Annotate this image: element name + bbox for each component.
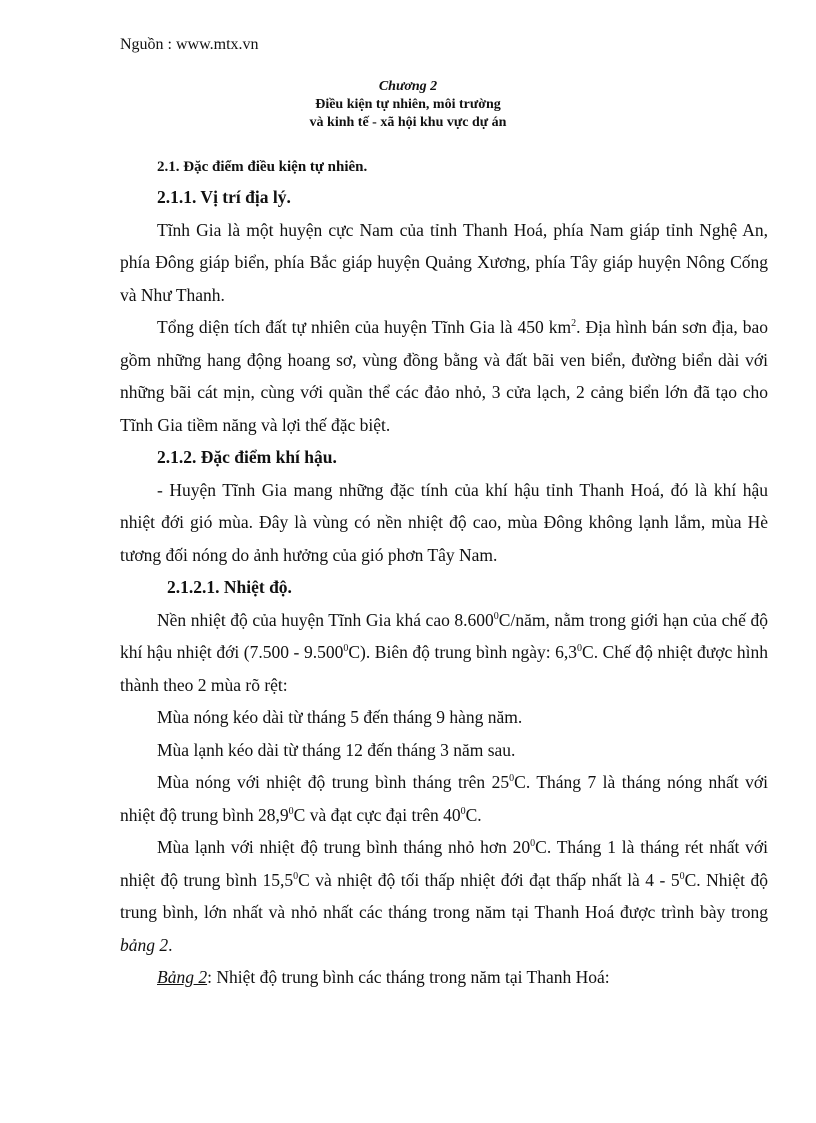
table-caption-label: Bảng 2: [157, 967, 208, 987]
chapter-heading: [0, 78, 816, 132]
paragraph-temperature: Nền nhiệt độ của huyện Tĩnh Gia khá cao 8.600$^0$C/năm, nằm trong giới hạn của chế độ khí hậu nhiệt đới (7.500 - 9.500$^0$C). Biên độ trung bình ngày: $6,3^0C$. Chế độ nhiệt được hình thành theo 2 mùa rõ rệt:: [120, 609, 768, 695]
table-caption: Bảng 2: Nhiệt độ trung bình các tháng trong năm tại Thanh Hoá:: [157, 967, 610, 987]
paragraph-hot-detail: Mùa nóng với nhiệt độ trung bình tháng trên $25^0C$. Tháng 7 là tháng nóng nhất với nhiệt độ trung bình 28,9$^0$C và đạt cực đại trên $40^0C$.: [120, 772, 768, 825]
document-body: [120, 153, 768, 994]
table-reference: bảng 2: [120, 934, 169, 955]
section-heading-2-1: 2.1. Đặc điểm điều kiện tự nhiên.: [157, 159, 368, 175]
paragraph-cold-detail: Mùa lạnh với nhiệt độ trung bình tháng nhỏ hơn $20^0C$. Tháng 1 là tháng rét nhất với nhiệt độ trung bình 15,5$^0$C và nhiệt độ tối thấp nhiệt đới đạt thấp nhất là $4 - 5^0C$. Nhiệt độ trung bình, lớn nhất và nhỏ nhất các tháng trong năm tại Thanh Hoá được trình bày trong bảng 2.: [120, 837, 769, 955]
chapter-number: Chương 2: [378, 79, 438, 94]
paragraph-climate: - Huyện Tĩnh Gia mang những đặc tính của khí hậu tỉnh Thanh Hoá, đó là khí hậu nhiệt đới gió mùa. Đây là vùng có nền nhiệt độ cao, mùa Đông không lạnh lắm, mùa Hè tương đối nóng do ảnh hưởng của gió phơn Tây Nam.: [120, 479, 768, 565]
section-heading-2-1-2-1: 2.1.2.1. Nhiệt độ.: [167, 577, 292, 597]
chapter-title-line-1: Điều kiện tự nhiên, môi trường: [315, 97, 501, 112]
section-heading-2-1-1: 2.1.1. Vị trí địa lý.: [157, 187, 291, 207]
paragraph-hot-season: Mùa nóng kéo dài từ tháng 5 đến tháng 9 hàng năm.: [157, 707, 523, 727]
source-line: Nguồn : www.mtx.vn: [120, 36, 259, 53]
chapter-title-line-2: và kinh tế - xã hội khu vực dự án: [309, 115, 507, 130]
section-heading-2-1-2: 2.1.2. Đặc điểm khí hậu.: [157, 447, 337, 467]
paragraph-location: Tĩnh Gia là một huyện cực Nam của tỉnh Thanh Hoá, phía Nam giáp tỉnh Nghệ An, phía Đông giáp biển, phía Bắc giáp huyện Quảng Xương, phía Tây giáp huyện Nông Cống và Như Thanh.: [120, 219, 768, 305]
paragraph-area: Tổng diện tích đất tự nhiên của huyện Tĩnh Gia là 450 $km^2$. Địa hình bán sơn địa, bao gồm những hang động hoang sơ, vùng đồng bằng và đất bãi ven biển, đường biển dài với những bãi cát mịn, cùng với quần thể các đảo nhỏ, 3 cửa lạch, 2 cảng biển lớn đã tạo cho Tĩnh Gia tiềm năng và lợi thế đặc biệt.: [120, 317, 769, 435]
paragraph-cold-season: Mùa lạnh kéo dài từ tháng 12 đến tháng 3 năm sau.: [157, 739, 516, 760]
